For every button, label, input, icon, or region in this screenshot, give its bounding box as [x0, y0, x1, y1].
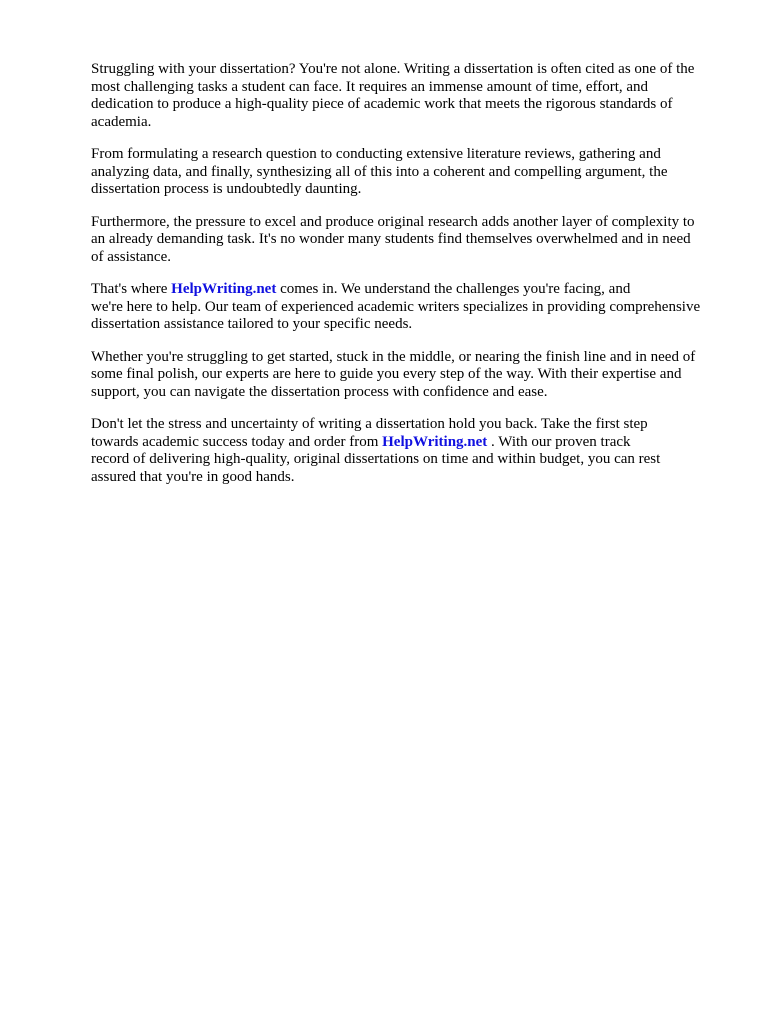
- paragraph-text-after-link: . With our proven track record of delivering high-quality, original dissertations on time and within budget, you can rest assured that you're in good hands.: [91, 433, 661, 485]
- paragraph-intro: Struggling with your dissertation? You're not alone. Writing a dissertation is often cited as one of the most challenging tasks a student can face. It requires an immense amount of time, effort, and dedication to produce a high-quality piece of academic work that meets the rigorous standards of academia.: [91, 61, 695, 130]
- paragraph-text-before-link: That's where: [91, 281, 172, 297]
- paragraph-helpwriting: [91, 281, 731, 334]
- paragraph-text-after-link: comes in. We understand the challenges you're facing, and we're here to help. Our team of experienced academic writers specializes in providing comprehensive dissertation assistance tailored to your specific needs.: [91, 281, 701, 332]
- paragraph-guidance: Whether you're struggling to get started, stuck in the middle, or nearing the finish line and in need of some final polish, our experts are here to guide you every step of the way. With their expertise and support, you can navigate the dissertation process with confidence and ease.: [91, 348, 696, 400]
- document-body: [91, 61, 731, 501]
- helpwriting-link[interactable]: HelpWriting.net: [171, 281, 277, 297]
- paragraph-process: From formulating a research question to conducting extensive literature reviews, gathering and analyzing data, and finally, synthesizing all of this into a coherent and compelling argument, the dissertation process is undoubtedly daunting.: [91, 146, 668, 197]
- paragraph-pressure: Furthermore, the pressure to excel and produce original research adds another layer of complexity to an already demanding task. It's no wonder many students find themselves overwhelmed and in need of assistance.: [91, 213, 695, 265]
- paragraph-call-to-action: [91, 416, 731, 486]
- helpwriting-order-link[interactable]: HelpWriting.net: [382, 433, 488, 450]
- paragraph-text-before-link: Don't let the stress and uncertainty of writing a dissertation hold you back. Take the first step towards academic success today and order from: [91, 416, 648, 450]
